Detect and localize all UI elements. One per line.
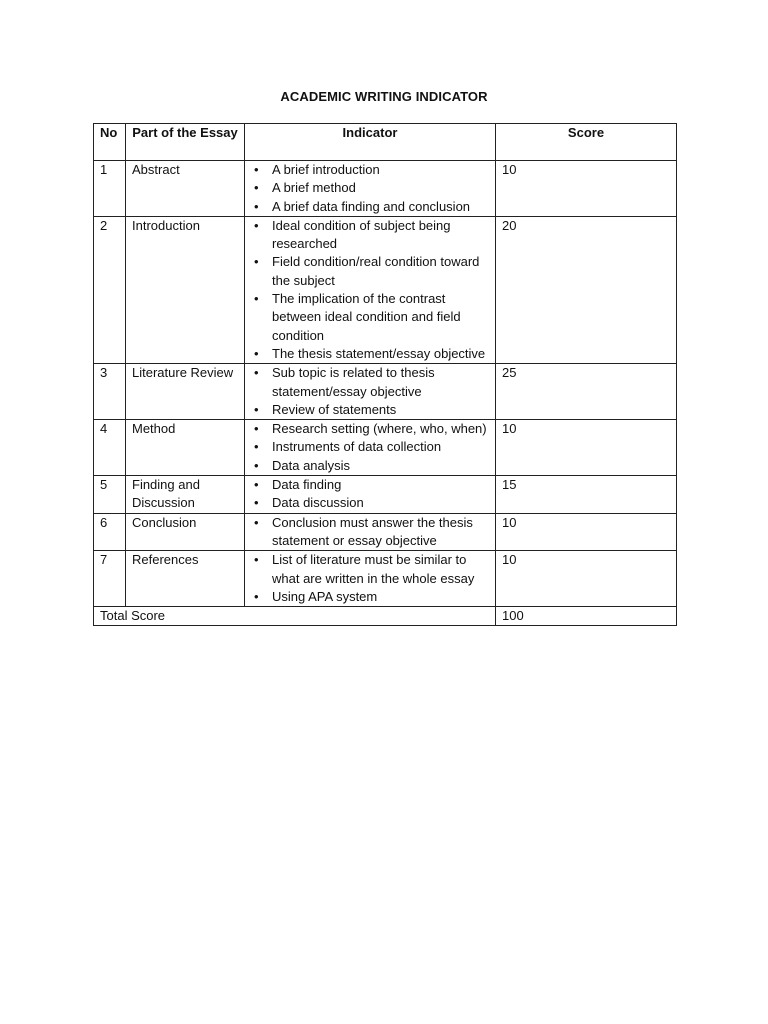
row-part: Literature Review (126, 364, 245, 420)
indicator-text: Using APA system (272, 588, 378, 604)
indicator-item (253, 198, 491, 216)
bullet-icon: • (254, 254, 259, 270)
bullet-icon: • (254, 514, 259, 530)
indicator-text: List of literature must be similar to what are written in the whole essay (272, 552, 475, 586)
total-label: Total Score (94, 607, 496, 626)
bullet-icon: • (254, 401, 259, 417)
row-part: Abstract (126, 161, 245, 217)
bullet-icon: • (254, 439, 259, 455)
indicator-list (253, 476, 491, 513)
row-no: 4 (94, 420, 126, 476)
table-row (94, 551, 677, 607)
bullet-icon: • (254, 217, 259, 233)
indicator-item (253, 179, 491, 197)
row-score: 25 (496, 364, 677, 420)
table-header-row (94, 124, 677, 161)
total-row (94, 607, 677, 626)
indicator-text: Field condition/real condition toward the subject (272, 254, 480, 288)
indicator-text: Data finding (272, 477, 342, 493)
indicator-item (253, 438, 491, 456)
bullet-icon: • (254, 457, 259, 473)
indicator-item (253, 345, 491, 363)
row-part: Method (126, 420, 245, 476)
row-no: 5 (94, 476, 126, 514)
indicator-item (253, 551, 491, 588)
indicator-item (253, 401, 491, 419)
indicator-item (253, 476, 491, 494)
indicator-list (253, 161, 491, 216)
indicator-item (253, 514, 491, 551)
document-title: ACADEMIC WRITING INDICATOR (280, 89, 488, 104)
indicator-text: A brief method (272, 180, 356, 196)
indicator-item (253, 161, 491, 179)
indicator-list (253, 514, 491, 551)
row-score: 10 (496, 513, 677, 551)
bullet-icon: • (254, 345, 259, 361)
indicator-text: Sub topic is related to thesis statement/essay objective (272, 365, 435, 399)
row-indicators (245, 513, 496, 551)
indicator-text: Data discussion (272, 495, 364, 511)
row-part: References (126, 551, 245, 607)
row-indicators (245, 420, 496, 476)
indicator-text: Conclusion must answer the thesis statement or essay objective (272, 514, 473, 548)
bullet-icon: • (254, 495, 259, 511)
indicator-text: A brief introduction (272, 162, 380, 177)
row-score: 10 (496, 551, 677, 607)
indicator-item (253, 217, 491, 254)
indicator-item (253, 588, 491, 606)
row-score: 10 (496, 161, 677, 217)
row-score: 10 (496, 420, 677, 476)
bullet-icon: • (254, 552, 259, 568)
bullet-icon: • (254, 588, 259, 604)
bullet-icon: • (254, 180, 259, 196)
indicator-item (253, 364, 491, 401)
table-row (94, 420, 677, 476)
header-score: Score (496, 124, 677, 161)
indicator-text: Data analysis (272, 457, 351, 473)
indicator-list (253, 217, 491, 363)
indicator-text: A brief data finding and conclusion (272, 198, 471, 214)
row-no: 7 (94, 551, 126, 607)
row-indicators (245, 551, 496, 607)
table-row (94, 513, 677, 551)
table-row (94, 364, 677, 420)
indicator-text: Ideal condition of subject being researched (272, 217, 451, 252)
table-row (94, 476, 677, 514)
row-indicators (245, 476, 496, 514)
indicator-text: Research setting (where, who, when) (272, 421, 487, 437)
indicator-text: Review of statements (272, 401, 397, 417)
row-score: 15 (496, 476, 677, 514)
bullet-icon: • (254, 477, 259, 493)
row-part: Conclusion (126, 513, 245, 551)
indicator-item (253, 494, 491, 512)
bullet-icon: • (254, 198, 259, 214)
indicator-item (253, 457, 491, 475)
row-score: 20 (496, 216, 677, 363)
header-part: Part of the Essay (126, 124, 245, 161)
row-indicators (245, 216, 496, 363)
row-part: Introduction (126, 216, 245, 363)
indicator-list (253, 364, 491, 419)
indicator-text: The implication of the contrast between ideal condition and field condition (272, 291, 461, 343)
bullet-icon: • (254, 421, 259, 437)
rubric-table (93, 123, 677, 626)
total-value: 100 (496, 607, 677, 626)
bullet-icon: • (254, 162, 259, 177)
row-no: 2 (94, 216, 126, 363)
row-indicators (245, 364, 496, 420)
indicator-item (253, 420, 491, 438)
bullet-icon: • (254, 365, 259, 381)
row-part: Finding and Discussion (126, 476, 245, 514)
header-no: No (94, 124, 126, 161)
row-no: 1 (94, 161, 126, 217)
row-no: 6 (94, 513, 126, 551)
bullet-icon: • (254, 291, 259, 307)
indicator-text: Instruments of data collection (272, 439, 442, 455)
table-row (94, 161, 677, 217)
indicator-list (253, 551, 491, 606)
row-no: 3 (94, 364, 126, 420)
indicator-item (253, 253, 491, 290)
indicator-item (253, 290, 491, 345)
row-indicators (245, 161, 496, 217)
indicator-list (253, 420, 491, 475)
indicator-text: The thesis statement/essay objective (272, 345, 486, 361)
table-body (94, 161, 677, 626)
table-row (94, 216, 677, 363)
header-indicator: Indicator (245, 124, 496, 161)
